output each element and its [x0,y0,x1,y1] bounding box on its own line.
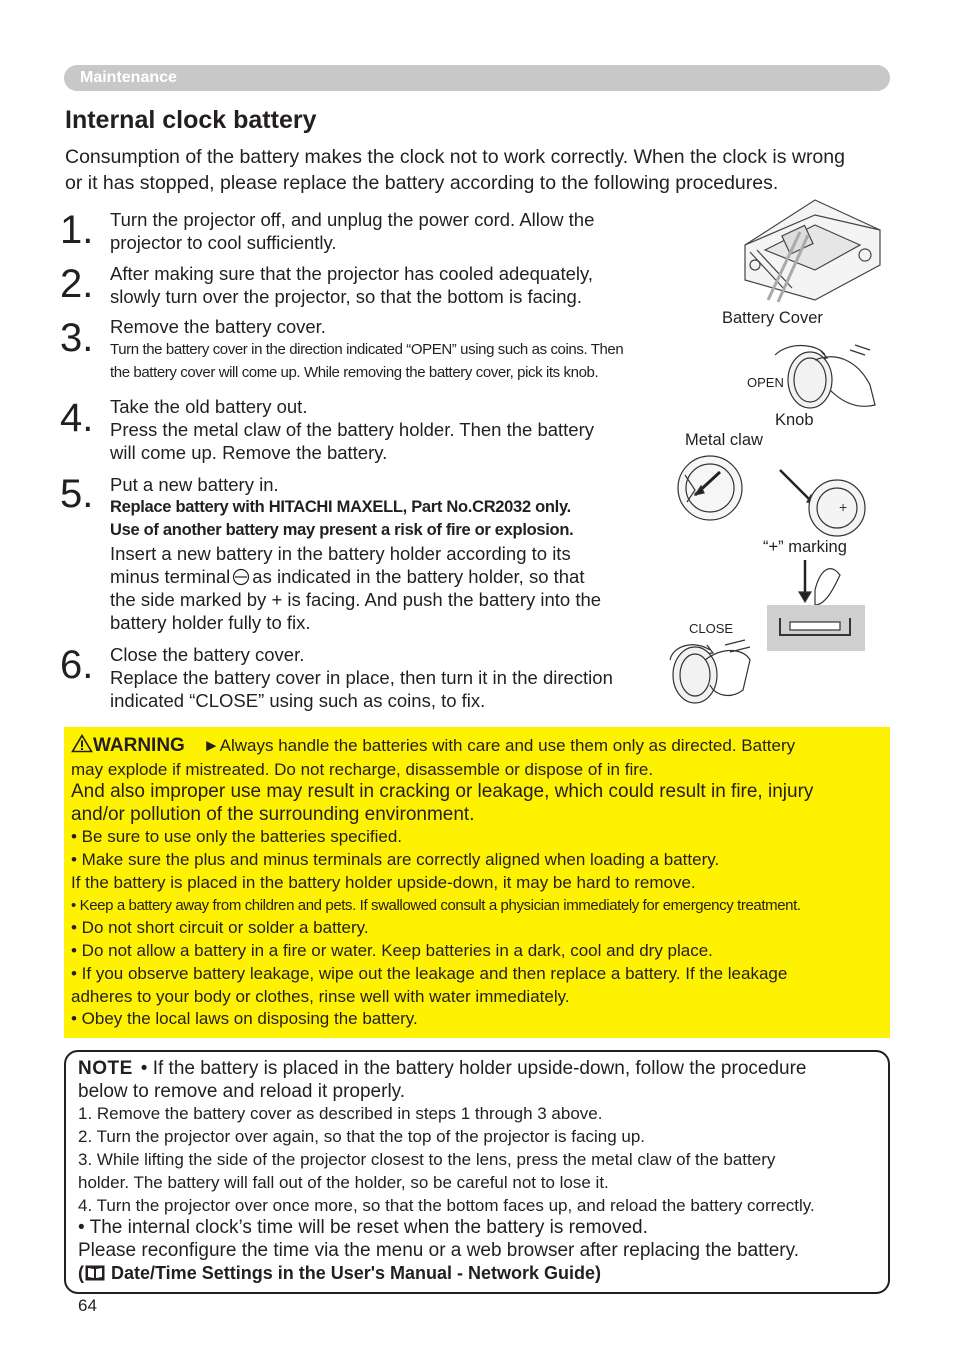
minus-terminal-icon [231,568,251,586]
warning-line: may explode if mistreated. Do not recharge, disassemble or dispose of in fire. [71,760,654,779]
battery-cover-label: Battery Cover [722,309,823,327]
section-label: Maintenance [80,69,177,86]
note-box [64,1050,890,1294]
page-number: 64 [78,1296,97,1315]
step-line-part: minus terminal [110,566,231,587]
step-6-text [110,643,660,712]
step-line: Remove the battery cover. [110,316,326,337]
step-number: 5. [60,472,94,516]
plus-marking-label: “+” marking [763,538,847,556]
intro-paragraph [65,144,895,196]
note-reference-text: Date/Time Settings in the User's Manual - Network Guide) [111,1263,602,1283]
projector-bottom-drawing [745,200,880,300]
note-line: 4. Turn the projector over once more, so that the bottom faces up, and reload the battery correctly. [78,1196,815,1215]
warning-line: • Be sure to use only the batteries specified. [71,827,403,846]
note-reference[interactable] [78,1262,878,1285]
step-number: 3. [60,316,94,360]
step-line [110,565,660,588]
step-line: slowly turn over the projector, so that the bottom is facing. [110,286,582,307]
insert-battery-drawing [767,560,865,651]
warning-line: and/or pollution of the surrounding environment. [71,804,475,825]
note-line: holder. The battery will fall out of the holder, so be careful not to lose it. [78,1173,609,1192]
warning-line: ►Always handle the batteries with care and use them only as directed. Battery [202,736,796,755]
intro-line: or it has stopped, please replace the battery according to the following procedures. [65,172,779,194]
open-cover-drawing [775,345,875,408]
step-line: Close the battery cover. [110,644,305,665]
note-heading: NOTE [78,1058,133,1079]
close-label: CLOSE [689,621,734,636]
note-line: • The internal clock’s time will be reset when the battery is removed. [78,1217,648,1238]
warning-line: • Keep a battery away from children and pets. If swallowed consult a physician immediately for emergency treatment. [71,897,801,914]
step-number: 4. [60,396,94,440]
note-line: below to remove and reload it properly. [78,1081,406,1102]
manual-book-icon [85,1265,105,1281]
step-note-line: Turn the battery cover in the direction indicated “OPEN” using such as coins. Then [110,341,624,358]
step-line: Insert a new battery in the battery holder according to its [110,543,571,564]
step-line-part: as indicated in the battery holder, so that [252,566,585,587]
warning-heading: WARNING [93,735,185,756]
warning-line: If the battery is placed in the battery holder upside-down, it may be hard to remove. [71,873,696,892]
warning-line: • Obey the local laws on disposing the battery. [71,1009,418,1028]
knob-label: Knob [775,411,814,429]
step-number: 2. [60,262,94,306]
step-1-text [110,208,660,254]
close-cover-drawing [670,640,750,703]
note-line: • If the battery is placed in the battery holder upside-down, follow the procedure [140,1058,807,1079]
step-line: indicated “CLOSE” using such as coins, to fix. [110,690,486,711]
intro-line: Consumption of the battery makes the clock not to work correctly. When the clock is wrong [65,146,845,168]
step-line: the side marked by + is facing. And push the battery into the [110,589,602,610]
step-4-text [110,395,660,464]
step-line: projector to cool sufficiently. [110,232,337,253]
page-title: Internal clock battery [65,106,317,134]
step-line: Take the old battery out. [110,396,308,417]
step-2-text [110,262,660,308]
warning-line: And also improper use may result in cracking or leakage, which could result in fire, injury [71,781,814,802]
step-caution-line: Use of another battery may present a risk of fire or explosion. [110,521,574,539]
warning-line: adheres to your body or clothes, rinse well with water immediately. [71,987,570,1006]
step-line: will come up. Remove the battery. [110,442,388,463]
note-line: 2. Turn the projector over again, so that the top of the projector is facing up. [78,1127,646,1146]
open-label: OPEN [747,375,784,390]
note-line: Please reconfigure the time via the menu or a web browser after replacing the battery. [78,1240,799,1261]
note-line: 1. Remove the battery cover as described in steps 1 through 3 above. [78,1104,603,1123]
warning-line: • Do not allow a battery in a fire or water. Keep batteries in a dark, cool and dry place. [71,941,713,960]
step-caution-line: Replace battery with HITACHI MAXELL, Part No.CR2032 only. [110,498,571,516]
metal-claw-drawing [678,456,742,520]
warning-line: • Do not short circuit or solder a battery. [71,918,369,937]
step-number: 1. [60,208,94,252]
warning-first-line [71,734,885,757]
battery-replacement-illustration [665,190,890,710]
new-battery-drawing [780,470,865,536]
metal-claw-label: Metal claw [685,431,763,449]
note-line: 3. While lifting the side of the projector closest to the lens, press the metal claw of the battery [78,1150,776,1169]
warning-box [64,727,890,1038]
step-line: battery holder fully to fix. [110,612,311,633]
note-first-line [78,1057,878,1080]
warning-triangle-icon [71,734,93,753]
step-line: Turn the projector off, and unplug the power cord. Allow the [110,209,595,230]
warning-line: • Make sure the plus and minus terminals are correctly aligned when loading a battery. [71,850,720,869]
step-line: Replace the battery cover in place, then turn it in the direction [110,667,613,688]
step-line: Press the metal claw of the battery holder. Then the battery [110,419,595,440]
step-line: After making sure that the projector has cooled adequately, [110,263,593,284]
svg-text:+: + [839,499,848,515]
step-5-text [110,473,660,634]
step-note-line: the battery cover will come up. While removing the battery cover, pick its knob. [110,364,599,381]
step-line: Put a new battery in. [110,474,279,495]
warning-line: • If you observe battery leakage, wipe out the leakage and then replace a battery. If the leakage [71,964,788,983]
step-3-text [110,315,660,384]
step-number: 6. [60,643,94,687]
paren: ( [78,1263,84,1283]
section-header-bar [64,65,890,91]
